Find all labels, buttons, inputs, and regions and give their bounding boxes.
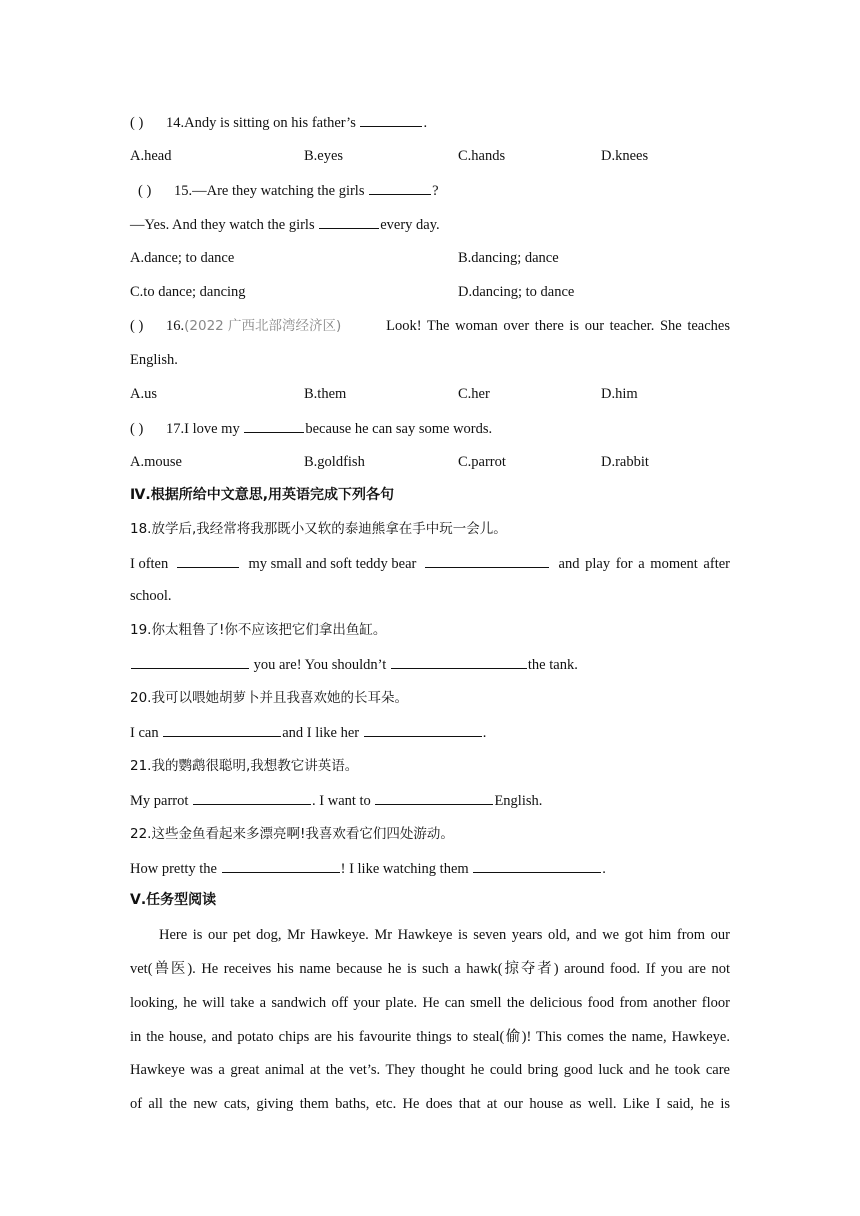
question-text: every day. [380,217,440,233]
reading-line-2: vet(兽医). He receives his name because he is such a hawk(掠夺者) around food. If you are not [130,961,730,977]
option-b[interactable]: B.eyes [304,148,344,164]
answer-paren[interactable]: ( ) [138,183,152,199]
section-5-heading: Ⅴ.任务型阅读 [130,892,217,908]
question-18-chinese: 18.放学后,我经常将我那既小又软的泰迪熊拿在手中玩一会儿。 [130,521,507,537]
question-19 [130,655,578,674]
punctuation: . [602,861,606,877]
option-d[interactable]: D.him [601,386,638,402]
section-4-heading: Ⅳ.根据所给中文意思,用英语完成下列各句 [130,487,395,503]
question-text: the tank. [527,657,578,673]
question-text: my small and soft teddy bear [248,556,417,572]
option-a[interactable]: A.head [130,148,172,164]
question-text: and I like her [282,725,360,741]
answer-blank[interactable] [244,419,304,433]
option-c[interactable]: C.to dance; dancing [130,284,246,300]
option-c[interactable]: C.parrot [458,454,506,470]
question-text: How pretty the [130,861,217,877]
punctuation: ? [432,183,439,199]
answer-paren[interactable]: ( ) [130,421,144,437]
answer-blank[interactable] [163,723,281,737]
question-21 [130,791,542,810]
question-text: and play for a moment after [558,556,730,572]
answer-blank[interactable] [364,723,482,737]
question-14 [130,113,427,132]
question-15-line2 [130,215,440,234]
question-18-line2: school. [130,588,172,604]
question-16 [130,317,730,335]
question-16-line2: English. [130,352,178,368]
option-b[interactable]: B.them [304,386,347,402]
answer-blank[interactable] [473,859,601,873]
question-text: —Yes. And they watch the girls [130,217,315,233]
question-22 [130,859,606,878]
reading-line-4: in the house, and potato chips are his favourite things to steal(偷)! This comes the name, Hawkeye. [130,1029,730,1045]
answer-blank[interactable] [391,655,527,669]
option-c[interactable]: C.hands [458,148,506,164]
punctuation: . [482,725,487,741]
question-text: Look! The woman over there is our teacher. She teaches [386,318,730,334]
option-d[interactable]: D.rabbit [601,454,649,470]
option-c[interactable]: C.her [458,386,490,402]
question-text: 17.I love my [166,421,240,437]
option-b[interactable]: B.goldfish [304,454,365,470]
punctuation: . [423,115,428,131]
question-18 [130,554,730,573]
answer-paren[interactable]: ( ) [130,115,144,131]
question-text: 15.—Are they watching the girls [174,183,365,199]
question-text: you are! You shouldn’t [253,657,387,673]
option-a[interactable]: A.us [130,386,157,402]
answer-blank[interactable] [131,655,249,669]
question-text: 14.Andy is sitting on his father’s [166,115,356,131]
option-d[interactable]: D.knees [601,148,649,164]
answer-paren[interactable]: ( ) [130,318,144,334]
reading-line-5: Hawkeye was a great animal at the vet’s. They thought he could bring good luck and he took care [130,1062,730,1078]
question-number: 16. [166,318,185,334]
option-d[interactable]: D.dancing; to dance [458,284,575,300]
question-text: English. [494,793,543,809]
reading-line-1: Here is our pet dog, Mr Hawkeye. Mr Hawkeye is seven years old, and we got him from our [159,927,730,943]
option-a[interactable]: A.dance; to dance [130,250,235,266]
question-text: I often [130,556,169,572]
answer-blank[interactable] [360,113,422,127]
reading-line-3: looking, he will take a sandwich off your plate. He can smell the delicious food from another floor [130,995,730,1011]
question-text: because he can say some words. [305,421,493,437]
question-20 [130,723,486,742]
answer-blank[interactable] [319,215,379,229]
question-text: I can [130,725,159,741]
question-15 [138,181,439,200]
question-19-chinese: 19.你太粗鲁了!你不应该把它们拿出鱼缸。 [130,622,387,638]
source-label: (2022 广西北部湾经济区) [184,318,342,334]
question-text: . I want to [312,793,371,809]
question-21-chinese: 21.我的鹦鹉很聪明,我想教它讲英语。 [130,758,359,774]
question-20-chinese: 20.我可以喂她胡萝卜并且我喜欢她的长耳朵。 [130,690,408,706]
option-b[interactable]: B.dancing; dance [458,250,559,266]
answer-blank[interactable] [222,859,340,873]
answer-blank[interactable] [425,554,549,568]
question-text: ! I like watching them [340,861,469,877]
option-a[interactable]: A.mouse [130,454,182,470]
answer-blank[interactable] [177,554,239,568]
answer-blank[interactable] [193,791,311,805]
answer-blank[interactable] [375,791,493,805]
answer-blank[interactable] [369,181,431,195]
question-22-chinese: 22.这些金鱼看起来多漂亮啊!我喜欢看它们四处游动。 [130,826,454,842]
question-17 [130,419,492,438]
question-text: My parrot [130,793,189,809]
reading-line-6: of all the new cats, giving them baths, etc. He does that at our house as well. Like I said, he is [130,1096,730,1112]
